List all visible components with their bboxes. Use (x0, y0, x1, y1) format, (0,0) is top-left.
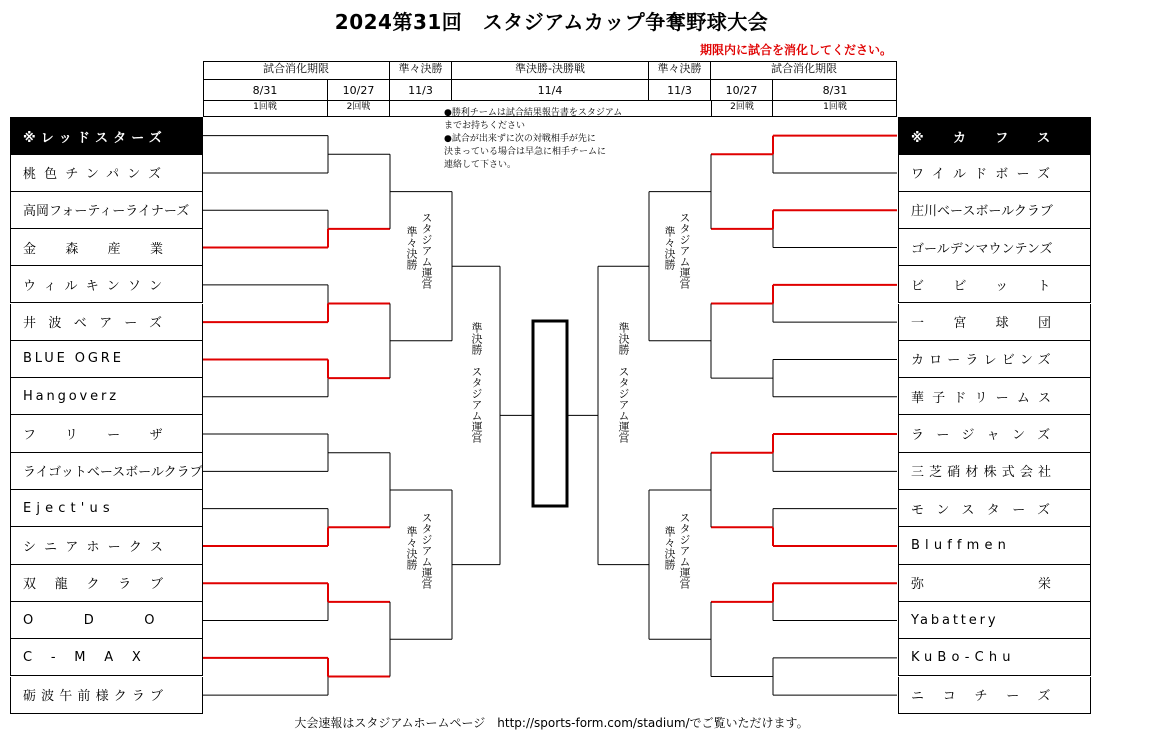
qf-right-bottom-round: 準々決勝 (663, 526, 676, 570)
team-name: フリーザ (23, 428, 192, 444)
team-name: ウィルキンソン (23, 278, 171, 294)
team-name: Eject'us (23, 500, 115, 516)
note-line: 決まっている場合は早急に相手チームに (444, 147, 607, 157)
date-r2-left: 10/27 (328, 80, 390, 101)
team-name: ゴールデンマウンテンズ (911, 241, 1053, 257)
team-name: ビビット (911, 278, 1080, 294)
round-r2-right: 2回戦 (711, 101, 773, 117)
note-line: までお持ちください (444, 121, 526, 131)
date-qf-left: 11/3 (390, 80, 452, 101)
qf-left-bottom-round: 準々決勝 (405, 526, 418, 570)
sf-right-label: 準決勝 スタジアム運営 (617, 322, 630, 443)
round-r2-left: 2回戦 (328, 101, 390, 117)
team-name: 双龍クラブ (23, 577, 182, 593)
team-name: カローラレビンズ (911, 353, 1056, 369)
team-name: Hangoverz (23, 388, 119, 404)
header-right-deadline: 試合消化期限 (711, 61, 897, 80)
date-r1-right: 8/31 (773, 80, 897, 101)
qf-right-top-venue: スタジアム運営 (678, 212, 691, 289)
team-name: 砺波午前様クラブ (23, 689, 169, 705)
team-name: モンスターズ (911, 502, 1063, 518)
team-name: 庄川ベースボールクラブ (911, 204, 1053, 220)
team-name: 一宮球団 (911, 316, 1081, 332)
team-name: 金森産業 (23, 241, 193, 257)
header-center: 準決勝-決勝戦 (452, 61, 649, 80)
champion-box (533, 321, 567, 506)
qf-left-top-venue: スタジアム運営 (420, 212, 433, 289)
team-name: 弥栄 (911, 577, 1165, 593)
team-name: 高岡フォーティーライナーズ (23, 204, 190, 220)
header-left-deadline: 試合消化期限 (203, 61, 390, 80)
date-final: 11/4 (452, 80, 649, 101)
team-name: ※カフス (911, 130, 1080, 146)
deadline-notice: 期限内に試合を消化してください。 (700, 43, 893, 57)
note-line: ●試合が出来ずに次の対戦相手が先に (444, 134, 596, 144)
header-right-qf: 準々決勝 (649, 61, 711, 80)
date-qf-right: 11/3 (649, 80, 711, 101)
note-line: ●勝利チームは試合結果報告書をスタジアム (444, 108, 623, 118)
team-name: ラージャンズ (911, 428, 1063, 444)
team-name: Yabattery (911, 612, 999, 628)
date-r2-right: 10/27 (711, 80, 773, 101)
round-r1-right: 1回戦 (823, 102, 847, 112)
team-name: 華子ドリームス (911, 390, 1060, 406)
note-line: 連絡して下さい。 (444, 160, 517, 170)
team-name: シニアホークス (23, 539, 172, 555)
team-name: C-MAX (23, 649, 160, 665)
qf-left-bottom-venue: スタジアム運営 (420, 512, 433, 589)
page-title: 2024第31回 スタジアムカップ争奪野球大会 (334, 10, 769, 34)
header-left-qf: 準々決勝 (390, 61, 452, 80)
team-name: KuBo-Chu (911, 649, 1016, 665)
qf-right-bottom-venue: スタジアム運営 (678, 512, 691, 589)
round-r1-left: 1回戦 (203, 101, 328, 117)
team-name: 桃色チンパンズ (23, 166, 170, 182)
team-name: ※レッドスターズ (23, 130, 167, 146)
team-name: 三芝硝材株式会社 (911, 465, 1057, 481)
team-name: 井波ベアーズ (23, 316, 175, 332)
qf-left-top-round: 準々決勝 (405, 226, 418, 270)
footer-info: 大会速報はスタジアムホームページ http://sports-form.com/stadium/でご覧いただけます。 (294, 716, 809, 730)
team-name: ワイルドボーズ (911, 166, 1059, 182)
qf-right-top-round: 準々決勝 (663, 226, 676, 270)
sf-left-label: 準決勝 スタジアム運営 (470, 322, 483, 443)
team-name: ライゴットベースボールクラブ (23, 465, 203, 481)
team-name: ODO (23, 612, 205, 628)
date-r1-left: 8/31 (203, 80, 328, 101)
team-name: BLUE OGRE (23, 351, 124, 367)
team-name: Bluffmen (911, 537, 1011, 553)
team-name: ニコチーズ (911, 689, 1070, 705)
